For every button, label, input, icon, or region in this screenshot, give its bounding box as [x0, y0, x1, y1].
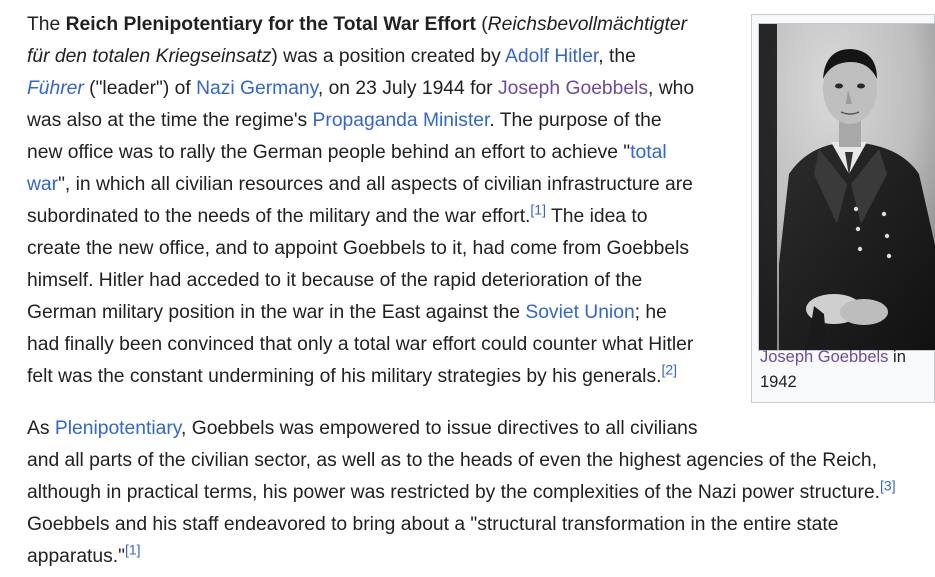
text-line: himself. Hitler had acceded to it because of the rapid deterioration of the — [27, 270, 643, 291]
text: German military position in the war in the East against the — [27, 302, 526, 323]
article-paragraph-1 — [27, 9, 732, 393]
italic-german-term: für den totalen Kriegseinsatz — [27, 46, 272, 67]
text-line — [27, 297, 732, 329]
link-nazi-germany[interactable]: Nazi Germany — [196, 78, 318, 99]
caption-text: in 1942 — [760, 348, 906, 391]
text: was also at the time the regime's — [27, 110, 313, 131]
link-joseph-goebbels[interactable]: Joseph Goebbels — [497, 78, 649, 99]
text-line — [27, 477, 932, 509]
text: . The purpose of the — [489, 110, 662, 131]
text: subordinated to the needs of the military and the war effort. — [27, 206, 531, 227]
citation-ref[interactable] — [880, 478, 896, 494]
citation-ref[interactable] — [661, 362, 677, 378]
italic-german-term: Reichsbevollmächtigter — [487, 14, 687, 35]
text: , who — [648, 78, 695, 99]
text-line — [27, 169, 732, 201]
text: although in practical terms, his power was restricted by the complexities of the Nazi power structure. — [27, 482, 881, 503]
text-line — [27, 73, 732, 105]
link-plenipotentiary[interactable]: Plenipotentiary — [54, 418, 181, 439]
text: The — [27, 14, 66, 35]
text: , on 23 July 1944 for — [317, 78, 498, 99]
text-line: and all parts of the civilian sector, as well as to the heads of even the highest agencies of the Reich, — [27, 450, 877, 471]
citation-link[interactable]: [2] — [661, 361, 678, 378]
citation-ref[interactable] — [125, 542, 141, 558]
text-line — [27, 105, 732, 137]
citation-ref[interactable] — [530, 202, 546, 218]
text-line — [27, 201, 732, 233]
text: , the — [598, 46, 636, 67]
text: , Goebbels was empowered to issue directives to all civilians — [180, 418, 698, 439]
citation-link[interactable]: [3] — [880, 477, 896, 494]
text-line — [27, 9, 732, 41]
goebbels-photo[interactable] — [758, 23, 935, 351]
text: new office was to rally the German people behind an effort to achieve " — [27, 142, 631, 163]
text: As — [27, 418, 55, 439]
text: ) was a position created by — [271, 46, 506, 67]
link-total-war-cont[interactable]: war — [27, 174, 59, 195]
article-paragraph-2 — [27, 413, 932, 573]
figure-thumbnail — [751, 14, 935, 403]
text: ", in which all civilian resources and all aspects of civilian infrastructure are — [58, 174, 693, 195]
text: apparatus." — [27, 546, 125, 567]
text-line — [27, 541, 932, 573]
text: The idea to — [545, 206, 648, 227]
portrait-image — [759, 24, 935, 350]
bold-title: Reich Plenipotentiary for the Total War Effort — [65, 14, 476, 35]
citation-link[interactable]: [1] — [530, 201, 546, 218]
link-soviet-union[interactable]: Soviet Union — [525, 302, 635, 323]
text-line — [27, 137, 732, 169]
text: felt was the constant undermining of his military strategies by his generals. — [27, 366, 662, 387]
text: ("leader") of — [83, 78, 197, 99]
text: ( — [475, 14, 488, 35]
text: ; he — [634, 302, 667, 323]
text-line: Goebbels and his staff endeavored to bring about a "structural transformation in the entire state — [27, 514, 839, 535]
link-fuhrer[interactable]: Führer — [27, 78, 84, 99]
link-adolf-hitler[interactable]: Adolf Hitler — [505, 46, 599, 67]
citation-link[interactable]: [1] — [124, 541, 141, 558]
text-line: had finally been convinced that only a total war effort could counter what Hitler — [27, 334, 694, 355]
text-line — [27, 413, 932, 445]
text-line — [27, 361, 732, 393]
caption-link-goebbels[interactable]: Joseph Goebbels — [760, 348, 889, 366]
text-line: create the new office, and to appoint Goebbels to it, had come from Goebbels — [27, 238, 690, 259]
figure-caption — [760, 345, 932, 395]
link-propaganda-minister[interactable]: Propaganda Minister — [312, 110, 490, 131]
text-line — [27, 41, 732, 73]
link-total-war[interactable]: total — [630, 142, 667, 163]
